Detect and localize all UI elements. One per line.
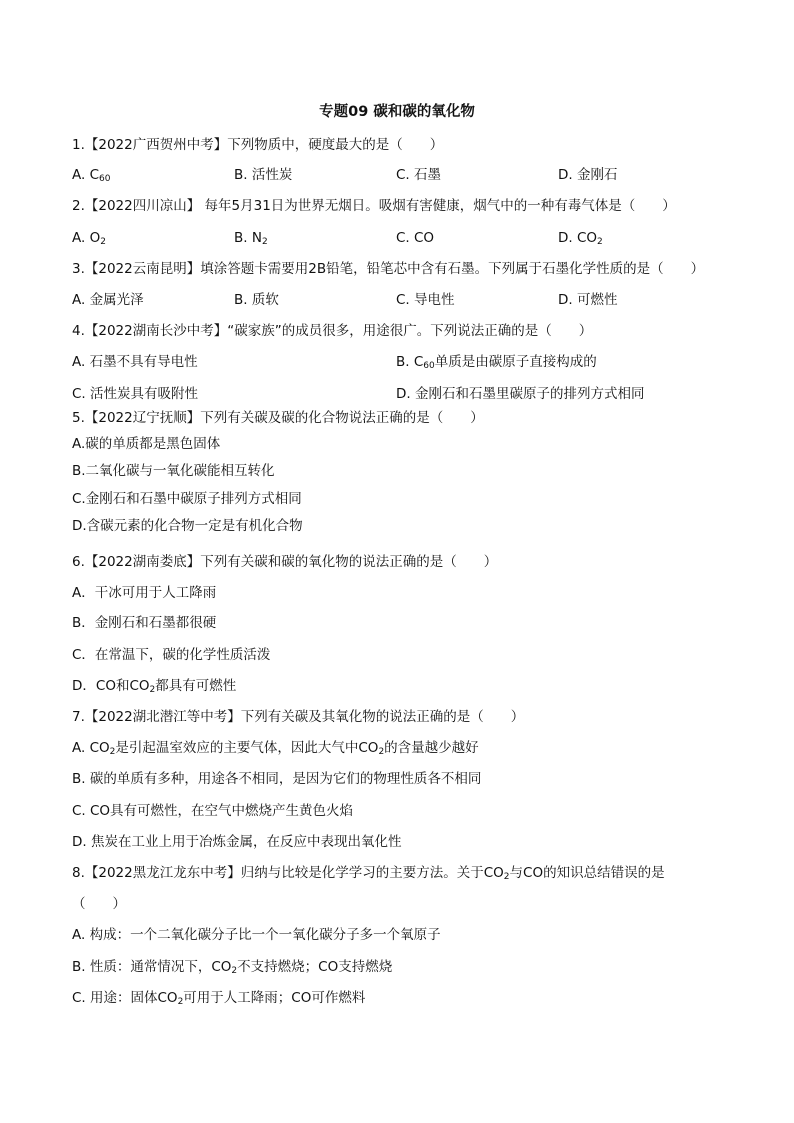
question-4-option-a: A. 石墨不具有导电性 [72, 354, 198, 370]
question-7-option-d: D. 焦炭在工业上用于冶炼金属，在反应中表现出氧化性 [72, 834, 402, 850]
question-2-option-a: A. $O_2$ [72, 230, 106, 247]
question-6-stem: 6.【2022湖南娄底】下列有关碳和碳的氧化物的说法正确的是（ ） [72, 554, 498, 570]
question-7-option-b: B. 碳的单质有多种，用途各不相同，是因为它们的物理性质各不相同 [72, 771, 482, 787]
question-5-option-b: B.二氧化碳与一氧化碳能相互转化 [72, 463, 275, 479]
question-6-option-a: A．干冰可用于人工降雨 [72, 585, 217, 601]
page-title: 专题09 碳和碳的氧化物 [319, 104, 475, 120]
question-7-stem: 7.【2022湖北潜江等中考】下列有关碳及其氧化物的说法正确的是（ ） [72, 709, 525, 725]
question-8-option-c: C. 用途：固体$CO_2$可用于人工降雨；CO可作燃料 [72, 990, 366, 1007]
question-8-option-a: A. 构成：一个二氧化碳分子比一个一氧化碳分子多一个氧原子 [72, 927, 441, 943]
question-3-option-a: A. 金属光泽 [72, 292, 144, 308]
question-8-option-b: B. 性质：通常情况下，$CO_2$不支持燃烧；CO支持燃烧 [72, 959, 393, 976]
question-3-option-d: D. 可燃性 [558, 292, 618, 308]
question-5-option-d: D.含碳元素的化合物一定是有机化合物 [72, 518, 303, 534]
question-1-option-c: C. 石墨 [396, 167, 442, 183]
question-5-option-c: C.金刚石和石墨中碳原子排列方式相同 [72, 491, 302, 507]
question-2-option-d: D. $CO_2$ [558, 230, 603, 247]
question-4-option-d: D. 金刚石和石墨里碳原子的排列方式相同 [396, 386, 645, 402]
question-2-option-c: C. CO [396, 230, 435, 246]
question-4-stem: 4.【2022湖南长沙中考】“碳家族”的成员很多，用途很广。下列说法正确的是（ ） [72, 323, 593, 339]
question-6-option-b: B．金刚石和石墨都很硬 [72, 615, 217, 631]
question-3-option-c: C. 导电性 [396, 292, 455, 308]
question-1-option-a: A. $C_{60}$ [72, 167, 111, 184]
question-8-stem: 8.【2022黑龙江龙东中考】归纳与比较是化学学习的主要方法。关于$CO_2$与CO的知识总结错误的是 [72, 865, 665, 882]
question-4-option-b: B. $C_{60}$单质是由碳原子直接构成的 [396, 354, 597, 371]
question-2-stem: 2.【2022四川凉山】 每年5月31日为世界无烟日。吸烟有害健康，烟气中的一种有毒气体是（ ） [72, 198, 676, 214]
question-6-option-d: D．CO和$CO_2$都具有可燃性 [72, 678, 237, 695]
question-8-stem-line2: （ ） [72, 896, 126, 912]
question-7-option-a: A. $CO_2$是引起温室效应的主要气体，因此大气中$CO_2$的含量越少越好 [72, 740, 479, 757]
question-6-option-c: C．在常温下，碳的化学性质活泼 [72, 647, 271, 663]
question-5-stem: 5.【2022辽宁抚顺】下列有关碳及碳的化合物说法正确的是（ ） [72, 410, 484, 426]
question-4-option-c: C. 活性炭具有吸附性 [72, 386, 199, 402]
question-5-option-a: A.碳的单质都是黑色固体 [72, 436, 221, 452]
question-3-option-b: B. 质软 [234, 292, 279, 308]
question-7-option-c: C. CO具有可燃性，在空气中燃烧产生黄色火焰 [72, 803, 354, 819]
question-2-option-b: B. $N_2$ [234, 230, 268, 247]
question-1-stem: 1.【2022广西贺州中考】下列物质中，硬度最大的是（ ） [72, 137, 444, 153]
question-1-option-d: D. 金刚石 [558, 167, 618, 183]
question-3-stem: 3.【2022云南昆明】填涂答题卡需要用2B铅笔，铅笔芯中含有石墨。下列属于石墨化学性质的是（ ） [72, 261, 705, 277]
question-1-option-b: B. 活性炭 [234, 167, 293, 183]
